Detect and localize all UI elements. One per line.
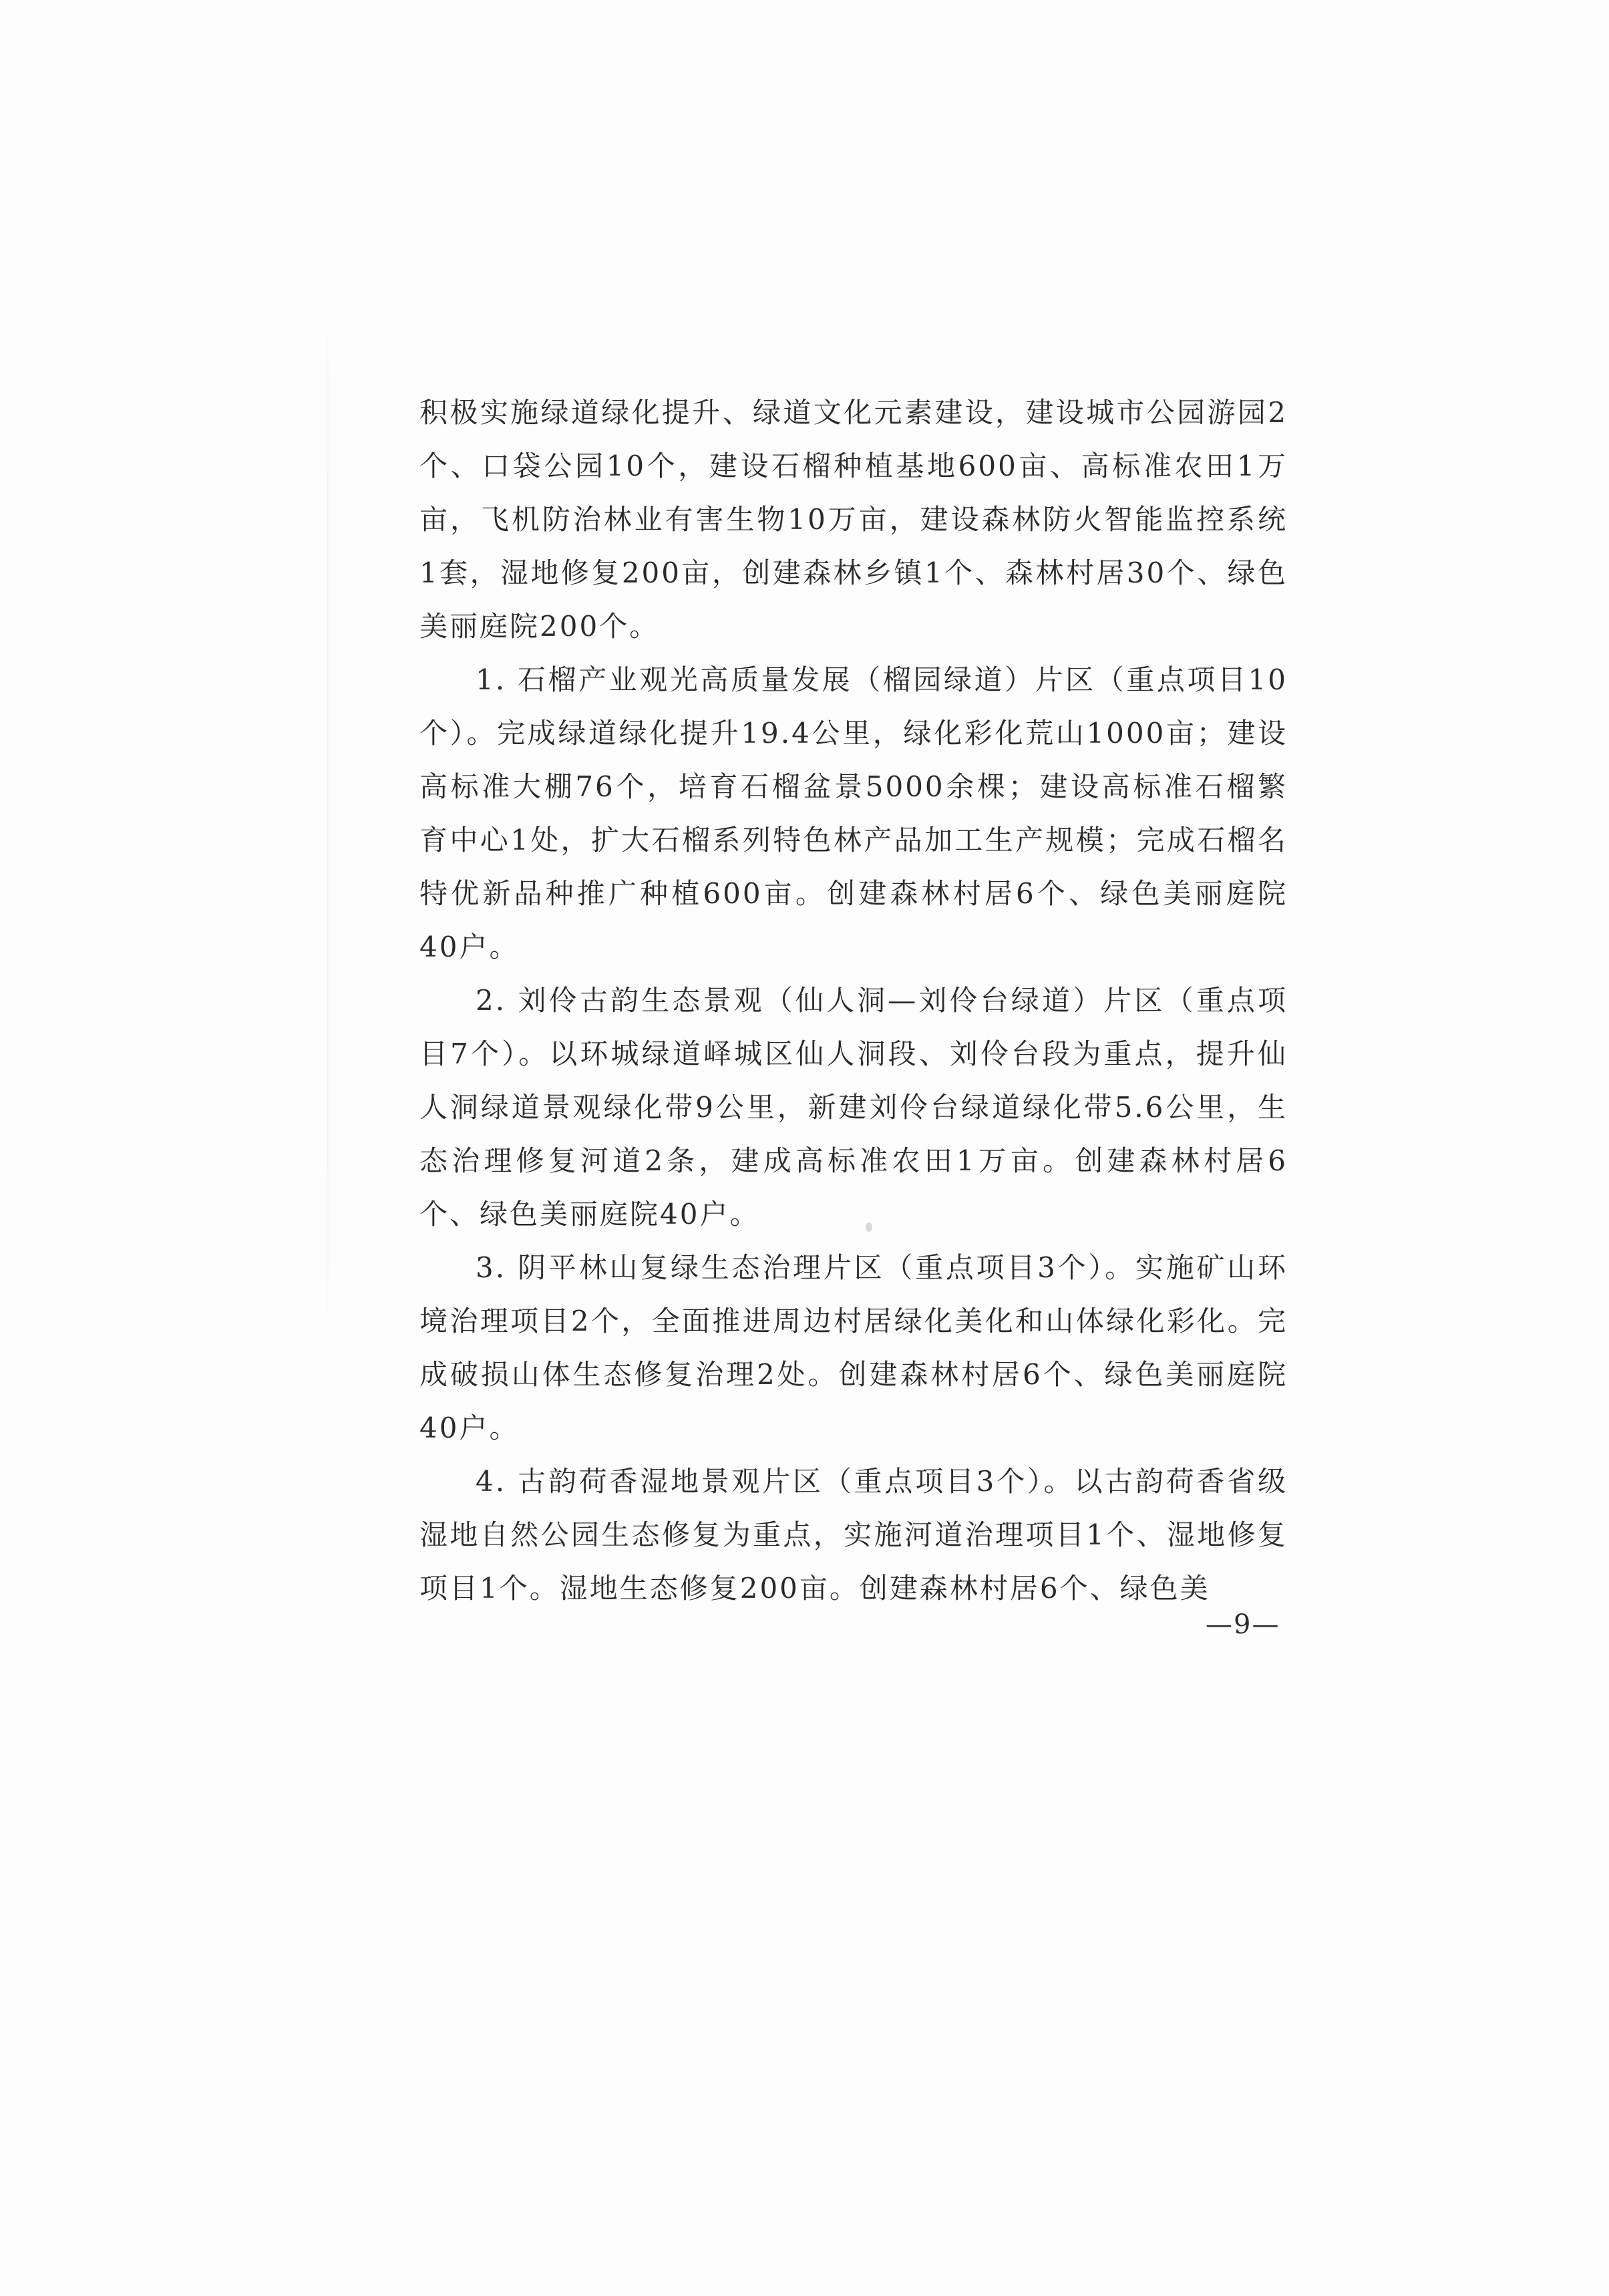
scan-speck (866, 1222, 872, 1232)
paragraph-section-1: 1. 石榴产业观光高质量发展（榴园绿道）片区（重点项目10个）。完成绿道绿化提升19.4公里，绿化彩化荒山1000亩；建设高标准大棚76个，培育石榴盆景5000余棵；建设高标准石榴繁育中心1处，扩大石榴系列特色林产品加工生产规模；完成石榴名特优新品种推广种植600亩。创建森林村居6个、绿色美丽庭院40户。 (419, 663, 1288, 963)
body-text (419, 386, 1288, 1615)
page-number: —9— (1206, 1609, 1280, 1640)
paragraph-section-4: 4. 古韵荷香湿地景观片区（重点项目3个）。以古韵荷香省级湿地自然公园生态修复为重点，实施河道治理项目1个、湿地修复项目1个。湿地生态修复200亩。创建森林村居6个、绿色美 (419, 1465, 1288, 1605)
scan-shadow-line (327, 254, 329, 1389)
paragraph-section-3: 3. 阴平林山复绿生态治理片区（重点项目3个）。实施矿山环境治理项目2个，全面推进周边村居绿化美化和山体绿化彩化。完成破损山体生态修复治理2处。创建森林村居6个、绿色美丽庭院40户。 (419, 1251, 1288, 1444)
paragraph-section-2: 2. 刘伶古韵生态景观（仙人洞—刘伶台绿道）片区（重点项目7个）。以环城绿道峄城区仙人洞段、刘伶台段为重点，提升仙人洞绿道景观绿化带9公里，新建刘伶台绿道绿化带5.6公里，生态治理修复河道2条，建成高标准农田1万亩。创建森林村居6个、绿色美丽庭院40户。 (419, 984, 1288, 1231)
paragraph-intro-continuation: 积极实施绿道绿化提升、绿道文化元素建设，建设城市公园游园2个、口袋公园10个，建设石榴种植基地600亩、高标准农田1万亩，飞机防治林业有害生物10万亩，建设森林防火智能监控系统1套，湿地修复200亩，创建森林乡镇1个、森林村居30个、绿色美丽庭院200个。 (419, 396, 1288, 643)
